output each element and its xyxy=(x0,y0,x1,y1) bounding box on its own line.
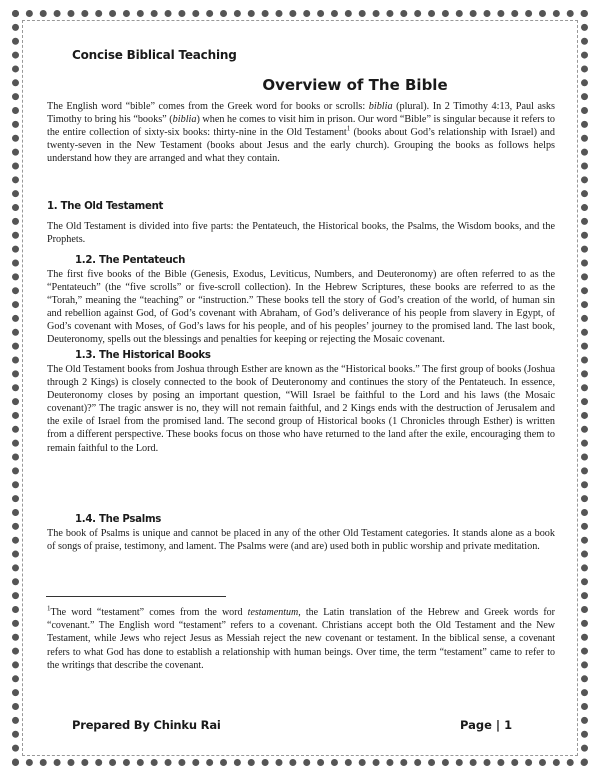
section-text-psalms: The book of Psalms is unique and cannot be placed in any of the other Old Testament categories. It stands alone as a book of songs of praise, testimony, and lament. The Psalms were (and are) used both in public worship and private meditation. xyxy=(47,528,555,553)
section-text-historical-books: The Old Testament books from Joshua through Esther are known as the “Historical books.” The first group of books (Joshua through 2 Kings) is closely connected to the book of Deuteronomy and continues the story of the Pentateuch. In essence, Deuteronomy closes by posing an important question, “Will Israel be faithful to the Lord and his laws (the Mosaic covenant)?” The tragic answer is no, they will not remain faithful, and 2 Kings ends with the destruction of Jerusalem and the exile of Israel from the promised land. The second group of Historical books (1 Chronicles through Esther) is written from a different perspective. These books focus on those who have returned to the land after the exile, encouraging them to remain faithful to the Lord. xyxy=(47,364,555,454)
footer-prepared-by: Prepared By Chinku Rai xyxy=(72,718,221,732)
footnote-divider xyxy=(46,596,226,597)
section-heading-historical-books: 1.3. The Historical Books xyxy=(75,350,211,361)
intro-paragraph: The English word “bible” comes from the Greek word for books or scrolls: biblia (plural). In 2 Timothy 4:13, Paul asks Timothy to bring his “books” (biblia) when he comes to visit him in prison. Our word “Bible” is singular because it refers to the entire collection of sixty-six books: thirty-nine in the Old Testament$^1$ (books about God’s relationship with Israel) and twenty-seven in the New Testament (books about Jesus and the early church). Grouping the books as follows helps understand how they are arranged and what they contain. xyxy=(47,101,555,165)
header-title: Concise Biblical Teaching xyxy=(72,48,237,62)
section-heading-pentateuch: 1.2. The Pentateuch xyxy=(75,255,186,266)
footer-page-number: Page | 1 xyxy=(460,718,513,732)
section-heading-old-testament: 1. The Old Testament xyxy=(47,201,164,212)
footnote-mark: 1 xyxy=(47,604,51,613)
footnote-reference[interactable]: 1 xyxy=(346,124,351,133)
section-text-pentateuch: The first five books of the Bible (Genesis, Exodus, Leviticus, Numbers, and Deuteronomy) are often referred to as the “Pentateuch” (the “five scrolls” or five-scroll collection). In the Hebrew Scriptures, these books are referred to as the “Torah,” meaning the “teaching” or “instruction.” These books tell the story of God’s creation of the world, of human sin and rebellion against God, of God’s covenant with Abraham, of God’s deliverance of his people from slavery in Egypt, of God’s covenant with Moses, of God’s laws for his people, and of his peoples’ journey to the promised land. The last book, Deuteronomy, spells out the blessings and penalties for keeping or rejecting the Mosaic covenant. xyxy=(47,269,555,346)
footnote: $^1$The word “testament” comes from the word testamentum, the Latin translation of the Hebrew and Greek words for “covenant.” The English word “testament” refers to a covenant. Christians accept both the Old Testament and the New Testament, while Jews who reject Jesus as Messiah reject the new covenant or testament. In the biblical sense, a covenant refers to what God has done to establish a relationship with human beings. Over time, the term “testament” came to refer to the writings that describe the covenant. xyxy=(47,604,555,671)
section-heading-psalms: 1.4. The Psalms xyxy=(75,514,162,525)
document-title: Overview of The Bible xyxy=(262,76,448,94)
section-text-old-testament: The Old Testament is divided into five parts: the Pentateuch, the Historical books, the Psalms, the Wisdom books, and the Prophets. xyxy=(47,221,555,246)
